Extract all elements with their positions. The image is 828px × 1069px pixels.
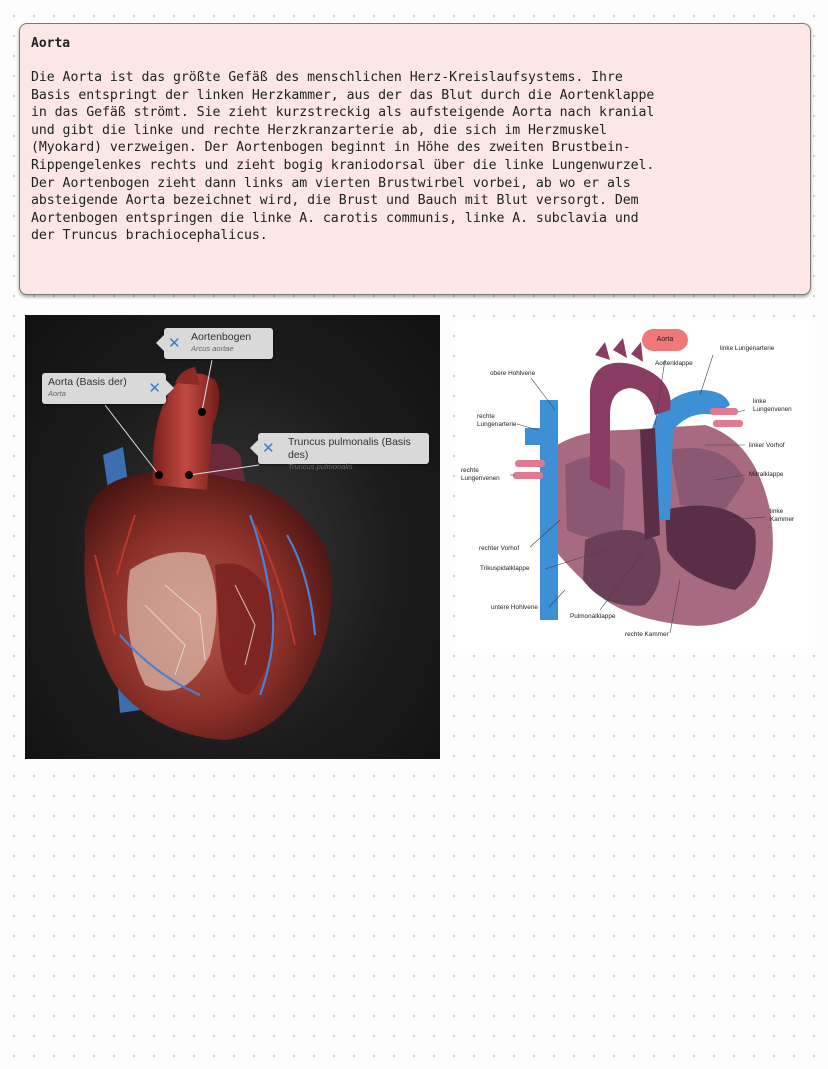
label-pulmonalklappe: Pulmonalklappe <box>570 613 616 620</box>
label-linke-lungenarterie: linke Lungenarterie <box>720 345 775 352</box>
label-rechte-lungenvenen: rechte Lungenvenen <box>461 467 500 482</box>
callout-sub-label: Arcus aortae <box>191 344 234 353</box>
callout-sub-label: Aorta <box>48 389 66 398</box>
note-card <box>19 23 811 295</box>
label-trikuspidalklappe: Trikuspidalklappe <box>480 565 530 572</box>
label-mitralklappe: Mitralklappe <box>749 471 784 478</box>
callout-truncus-pulmonalis[interactable] <box>258 433 429 471</box>
label-aortenklappe: Aortenklappe <box>655 360 693 367</box>
callout-aorta-basis[interactable] <box>42 373 166 404</box>
callout-main-label: Truncus pulmonalis (Basis des) <box>288 436 411 461</box>
label-linker-vorhof: linker Vorhof <box>749 442 785 449</box>
close-icon[interactable]: ✕ <box>168 335 181 352</box>
close-icon[interactable]: ✕ <box>148 380 161 397</box>
callout-main-label: Aorta (Basis der) <box>48 376 127 388</box>
callout-aortenbogen[interactable] <box>164 328 273 359</box>
label-rechte-kammer: rechte Kammer <box>625 631 669 638</box>
aorta-highlight-label: Aorta <box>642 329 688 351</box>
note-body: Die Aorta ist das größte Gefäß des menschlichen Herz-Kreislaufsystems. Ihre Basis entspringt der linken Herzkammer, aus der das Blut durch die Aortenklappe in das Gefäß strömt. Sie zieht kurzstreckig als aufsteigende Aorta nach kranial und gibt die linke und rechte Herzkranzarterie ab, die sich im Herzmuskel (Myokard) verzweigen. Der Aortenbogen beginnt in Höhe des zweiten Brustbein- Rippengelenkes rechts und zieht bogig kraniodorsal über die linke Lungenwurzel. Der Aortenbogen zieht dann links am vierten Brustwirbel vorbei, ab wo er als absteigende Aorta bezeichnet wird, die Brust und Bauch mit Blut versorgt. Dem Aortenbogen entspringen die linke A. carotis communis, linke A. subclavia und der Truncus brachiocephalicus. <box>31 70 655 244</box>
label-obere-hohlvene: obere Hohlvene <box>490 370 536 377</box>
note-title: Aorta <box>31 36 71 51</box>
callout-sub-label: Truncus pulmonalis <box>288 462 353 471</box>
heart-3d-image <box>25 315 440 759</box>
label-linke-kammer: linke Kammer <box>770 508 795 523</box>
label-rechte-lungenarterie: rechte Lungenarterie <box>477 413 517 428</box>
label-linke-lungenvenen: linke Lungenvenen <box>753 398 792 413</box>
label-rechter-vorhof: rechter Vorhof <box>479 545 520 552</box>
label-untere-hohlvene: untere Hohlvene <box>491 604 538 611</box>
callout-main-label: Aortenbogen <box>191 331 252 343</box>
close-icon[interactable]: ✕ <box>262 440 275 457</box>
heart-2d-diagram <box>455 320 815 655</box>
